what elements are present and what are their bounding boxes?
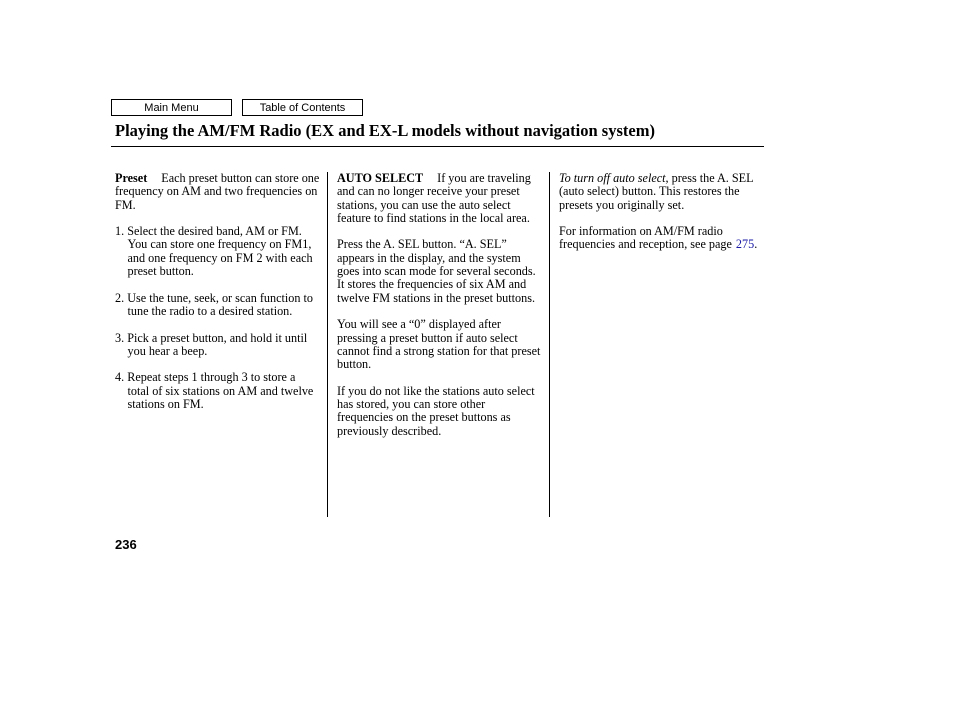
column-divider	[549, 172, 550, 517]
column-turn-off	[559, 172, 759, 265]
auto-select-paragraph: Press the A. SEL button. “A. SEL” appears in the display, and the system goes into scan mode for several seconds. It stores the frequencies of six AM and twelve FM stations in the preset buttons.	[337, 237, 536, 305]
page-title: Playing the AM/FM Radio (EX and EX-L models without navigation system)	[115, 121, 655, 140]
step-1: 1. Select the desired band, AM or FM. You can store one frequency on FM1, and one frequency on FM 2 with each preset button.	[115, 224, 313, 279]
info-paragraph	[559, 225, 759, 252]
info-text: For information on AM/FM radio frequencies and reception, see page	[559, 224, 732, 252]
column-auto-select	[337, 172, 542, 451]
turn-off-paragraph	[559, 172, 759, 212]
step-3: 3. Pick a preset button, and hold it until you hear a beep.	[115, 330, 308, 358]
auto-select-paragraph: If you do not like the stations auto select has stored, you can store other frequencies on the preset buttons as previously described.	[337, 383, 535, 438]
step-2: 2. Use the tune, seek, or scan function to tune the radio to a desired station.	[115, 290, 313, 318]
page-275-link[interactable]: 275	[735, 237, 755, 252]
preset-intro	[115, 172, 320, 212]
auto-select-intro	[337, 172, 542, 225]
preset-heading: Preset	[115, 171, 148, 185]
auto-select-paragraph: You will see a “0” displayed after pressing a preset button if auto select cannot find a strong station for that preset button.	[337, 317, 541, 372]
turn-off-italic: To turn off auto select,	[559, 171, 669, 185]
column-divider	[327, 172, 328, 517]
step-4: 4. Repeat steps 1 through 3 to store a total of six stations on AM and twelve stations on FM.	[115, 370, 314, 412]
turn-off-text: press the A. SEL (auto select) button. This restores the presets you originally set.	[559, 171, 754, 212]
title-rule	[111, 146, 764, 147]
preset-intro-text: Each preset button can store one frequency on AM and two frequencies on FM.	[115, 171, 320, 212]
table-of-contents-button[interactable]: Table of Contents	[242, 99, 363, 116]
auto-select-heading: AUTO SELECT	[337, 171, 424, 185]
column-preset	[115, 172, 320, 425]
info-period: .	[754, 237, 758, 252]
auto-select-intro-text: If you are traveling and can no longer receive your preset stations, you can use the auto select feature to find stations in the local area.	[337, 171, 531, 225]
page-number: 236	[115, 537, 137, 552]
main-menu-button[interactable]: Main Menu	[111, 99, 232, 116]
